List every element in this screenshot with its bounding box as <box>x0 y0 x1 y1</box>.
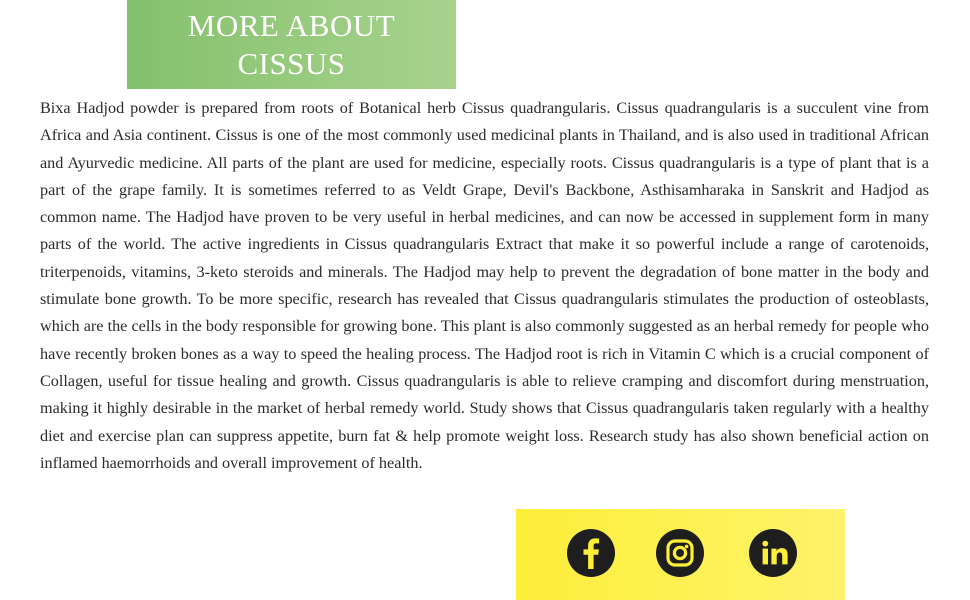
description-paragraph: Bixa Hadjod powder is prepared from roots of Botanical herb Cissus quadrangularis. Cissus quadrangularis is a succulent vine from Africa and Asia continent. Cissus is one of the most commonly used medicinal plants in Thailand, and is also used in traditional African and Ayurvedic medicine. All parts of the plant are used for medicine, especially roots. Cissus quadrangularis is a type of plant that is a part of the grape family. It is sometimes referred to as Veldt Grape, Devil's Backbone, Asthisamharaka in Sanskrit and Hadjod as common name. The Hadjod have proven to be very useful in herbal medicines, and can now be accessed in supplement form in many parts of the world. The active ingredients in Cissus quadrangularis Extract that make it so powerful include a range of carotenoids, triterpenoids, vitamins, 3-keto steroids and minerals. The Hadjod may help to prevent the degradation of bone matter in the body and stimulate bone growth. To be more specific, research has revealed that Cissus quadrangularis stimulates the production of osteoblasts, which are the cells in the body responsible for growing bone. This plant is also commonly suggested as an herbal remedy for people who have recently broken bones as a way to speed the healing process. The Hadjod root is rich in Vitamin C which is a crucial component of Collagen, useful for tissue healing and growth. Cissus quadrangularis is able to relieve cramping and discomfort during menstruation, making it highly desirable in the market of herbal remedy world. Study shows that Cissus quadrangularis taken regularly with a healthy diet and exercise plan can suppress appetite, burn fat & help promote weight loss. Research study has also shown beneficial action on inflamed haemorrhoids and overall improvement of health. <box>40 99 929 472</box>
instagram-icon[interactable] <box>656 529 704 577</box>
linkedin-icon[interactable] <box>749 529 797 577</box>
section-title: MORE ABOUT CISSUS <box>187 7 396 81</box>
section-header <box>127 0 456 89</box>
social-links-bar <box>516 509 845 600</box>
facebook-icon[interactable] <box>567 529 615 577</box>
